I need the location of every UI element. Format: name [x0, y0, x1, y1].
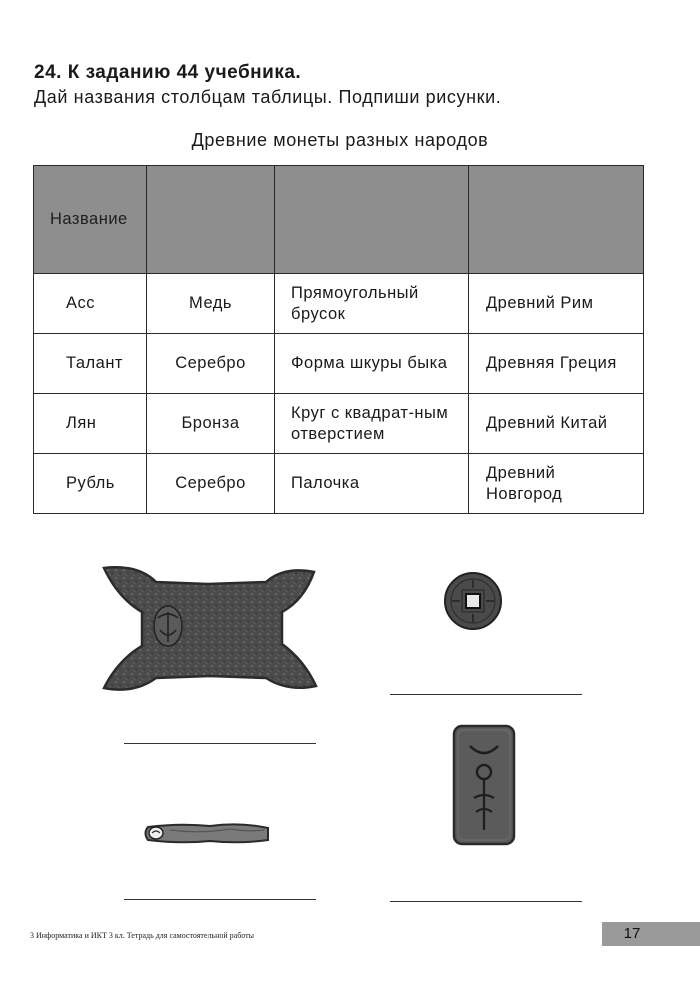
page-number-badge: [602, 922, 700, 946]
answer-line-oxhide-coin[interactable]: [124, 743, 316, 744]
rectangular-bar-coin-image: [448, 720, 520, 850]
header-blank-people[interactable]: [469, 166, 644, 274]
table-row: [34, 394, 644, 454]
cell-shape: Круг с квадрат-ным отверстием: [275, 394, 469, 454]
cell-coin-name: Асс: [34, 274, 147, 334]
oxhide-ingot-coin-image: [98, 560, 324, 700]
cell-material: Серебро: [147, 334, 275, 394]
footer-text: 3 Информатика и ИКТ 3 кл. Тетрадь для самостоятельной работы: [30, 931, 255, 940]
task-title: 24. К заданию 44 учебника.: [34, 62, 302, 83]
cell-coin-name: Лян: [34, 394, 147, 454]
answer-line-rectangular-bar-coin[interactable]: [390, 901, 582, 902]
cell-coin-name: Талант: [34, 334, 147, 394]
table-caption: Древние монеты разных народов: [191, 130, 489, 150]
answer-line-round-coin[interactable]: [390, 694, 582, 695]
coins-table: [33, 165, 644, 514]
round-coin-square-hole-image: [442, 570, 504, 632]
cell-shape: Прямоугольный брусок: [275, 274, 469, 334]
header-blank-shape[interactable]: [275, 166, 469, 274]
task-instruction: Дай названия столбцам таблицы. Подпиши рисунки.: [34, 87, 502, 107]
cell-people: Древний Рим: [469, 274, 644, 334]
cell-shape: Палочка: [275, 454, 469, 514]
table-header-row: [34, 166, 644, 274]
cell-material: Бронза: [147, 394, 275, 454]
cell-people: Древний Новгород: [469, 454, 644, 514]
table-row: [34, 274, 644, 334]
cell-people: Древняя Греция: [469, 334, 644, 394]
stick-coin-image: [140, 818, 274, 848]
page-number: 17: [623, 925, 641, 942]
header-name[interactable]: Название: [34, 166, 147, 274]
table-row: [34, 454, 644, 514]
header-blank-material[interactable]: [147, 166, 275, 274]
cell-material: Медь: [147, 274, 275, 334]
answer-line-stick-coin[interactable]: [124, 899, 316, 900]
cell-people: Древний Китай: [469, 394, 644, 454]
cell-coin-name: Рубль: [34, 454, 147, 514]
table-row: [34, 334, 644, 394]
cell-material: Серебро: [147, 454, 275, 514]
cell-shape: Форма шкуры быка: [275, 334, 469, 394]
